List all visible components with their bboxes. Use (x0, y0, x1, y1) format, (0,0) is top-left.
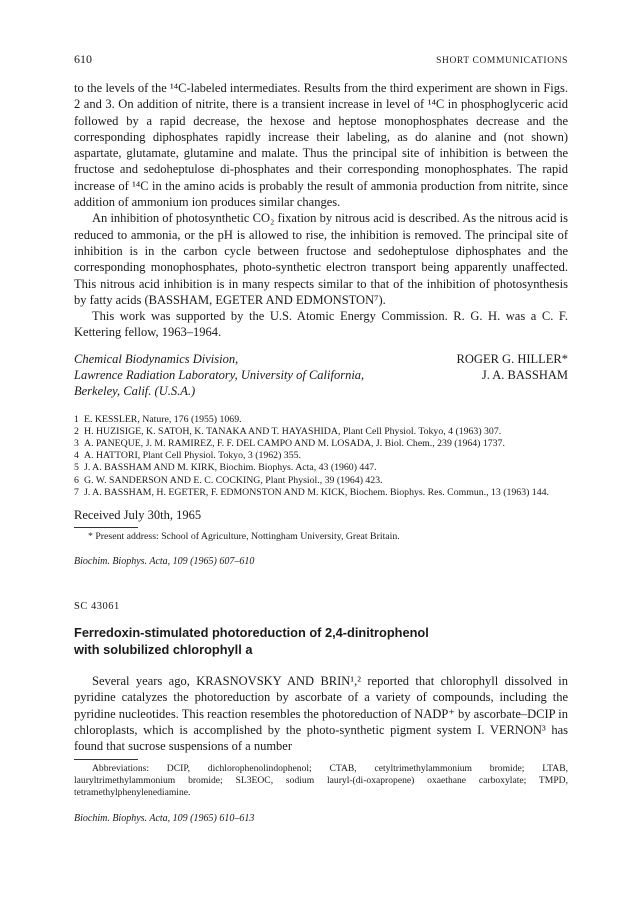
body-paragraph-2: An inhibition of photosynthetic CO₂ fixation by nitrous acid is described. As the nitrous acid is reduced to ammonia, or the pH is allowed to rise, the inhibition is removed. The principal site of inhibition is in the carbon cycle between fructose and sedoheptulose diphosphates and the corresponding monophosphates, photo-synthetic electron transport being apparently unaffected. This nitrous acid inhibition is in many respects similar to that of the inhibition of photosynthesis by fatty acids (BASSHAM, EGETER AND EDMONSTON⁷). (74, 211, 568, 307)
body-paragraph-1: to the levels of the ¹⁴C-labeled intermediates. Results from the third experiment are shown in Figs. 2 and 3. On addition of nitrite, there is a transient increase in level of ¹⁴C in phosphoglyceric acid followed by a rapid decrease, the hexose and heptose monophosphates decrease and the corresponding diphosphates rapidly increase their labeling, as do alanine and (not shown) aspartate, glutamate, glutamine and malate. Thus the principal site of inhibition is between the fructose and sedoheptulose di-phosphates and their corresponding monophosphates. The rapid increase of ¹⁴C in the amino acids is probably the result of ammonia production from nitrite, since addition of ammonium ion produces similar changes. (74, 81, 568, 210)
reference-text: A. HATTORI, Plant Cell Physiol. Tokyo, 3 (1962) 355. (84, 450, 301, 462)
author-name: ROGER G. HILLER* (456, 351, 568, 366)
institution-line: Berkeley, Calif. (U.S.A.) (74, 384, 196, 399)
reference-text: G. W. SANDERSON AND E. C. COCKING, Plant Physiol., 39 (1964) 423. (84, 474, 383, 486)
acknowledgement: This work was supported by the U.S. Atomic Energy Commission. R. G. H. was a C. F. Kettering fellow, 1963–1964. (74, 309, 568, 340)
reference-number: 6 (74, 474, 79, 486)
article-title (74, 624, 568, 658)
reference-item (74, 450, 568, 462)
author-name: J. A. BASSHAM (481, 368, 568, 383)
institution (74, 351, 364, 400)
journal-citation: Biochim. Biophys. Acta, 109 (1965) 610–613 (74, 812, 255, 824)
footnote-divider (74, 759, 138, 760)
reference-number: 2 (74, 425, 79, 437)
reference-item (74, 487, 568, 499)
reference-number: 3 (74, 438, 79, 450)
reference-text: A. PANEQUE, J. M. RAMIREZ, F. F. DEL CAMPO AND M. LOSADA, J. Biol. Chem., 239 (1964) 1737. (84, 438, 505, 450)
received-date: Received July 30th, 1965 (74, 508, 202, 523)
reference-text: J. A. BASSHAM AND M. KIRK, Biochim. Biophys. Acta, 43 (1960) 447. (84, 462, 377, 474)
reference-item (74, 414, 568, 426)
reference-text: H. HUZISIGE, K. SATOH, K. TANAKA AND T. HAYASHIDA, Plant Cell Physiol. Tokyo, 4 (1963) 307. (84, 425, 502, 437)
sc-number: SC 43061 (74, 601, 120, 613)
reference-item (74, 475, 568, 487)
institution-line: Chemical Biodynamics Division, (74, 351, 239, 366)
page (74, 52, 568, 825)
reference-number: 1 (74, 413, 79, 425)
journal-citation: Biochim. Biophys. Acta, 109 (1965) 607–610 (74, 556, 255, 568)
abbreviations-footnote: Abbreviations: DCIP, dichlorophenolindophenol; CTAB, cetyltrimethylammonium bromide; LTAB, lauryltrimethylammonium bromide; SL3EOC, sodium lauryl-(di-oxapropene) oxaethane carboxylate; TMPD, tetramethylphenylenediamine. (74, 762, 568, 798)
authors (457, 351, 568, 400)
reference-item (74, 438, 568, 450)
title-line: Ferredoxin-stimulated photoreduction of 2,4-dinitrophenol (74, 625, 429, 641)
reference-item (74, 462, 568, 474)
reference-number: 4 (74, 450, 79, 462)
running-header (74, 52, 568, 68)
reference-item (74, 426, 568, 438)
title-line: with solubilized chlorophyll a (74, 642, 253, 658)
footnote: * Present address: School of Agriculture, Nottingham University, Great Britain. (88, 531, 400, 543)
reference-number: 7 (74, 486, 79, 498)
reference-text: J. A. BASSHAM, H. EGETER, F. EDMONSTON AND M. KICK, Biochem. Biophys. Res. Commun., 13 (1963) 144. (84, 486, 549, 498)
reference-number: 5 (74, 462, 79, 474)
page-number: 610 (74, 52, 92, 66)
footnote-divider (74, 527, 138, 528)
reference-list (74, 414, 568, 499)
reference-text: E. KESSLER, Nature, 176 (1955) 1069. (84, 413, 242, 425)
section-title: SHORT COMMUNICATIONS (436, 56, 568, 66)
affiliation-block (74, 351, 568, 400)
institution-line: Lawrence Radiation Laboratory, University of California, (74, 368, 365, 383)
article2-paragraph: Several years ago, KRASNOVSKY AND BRIN¹,² reported that chlorophyll dissolved in pyridine catalyzes the photoreduction by ascorbate of a variety of compounds, including the pyridine nucleotides. This reaction resembles the photoreduction of NADP⁺ by ascorbate–DCIP in chloroplasts, which is accomplished by the photo-synthetic pigment system I. VERNON³ has found that sucrose suspensions of a number (74, 674, 568, 754)
